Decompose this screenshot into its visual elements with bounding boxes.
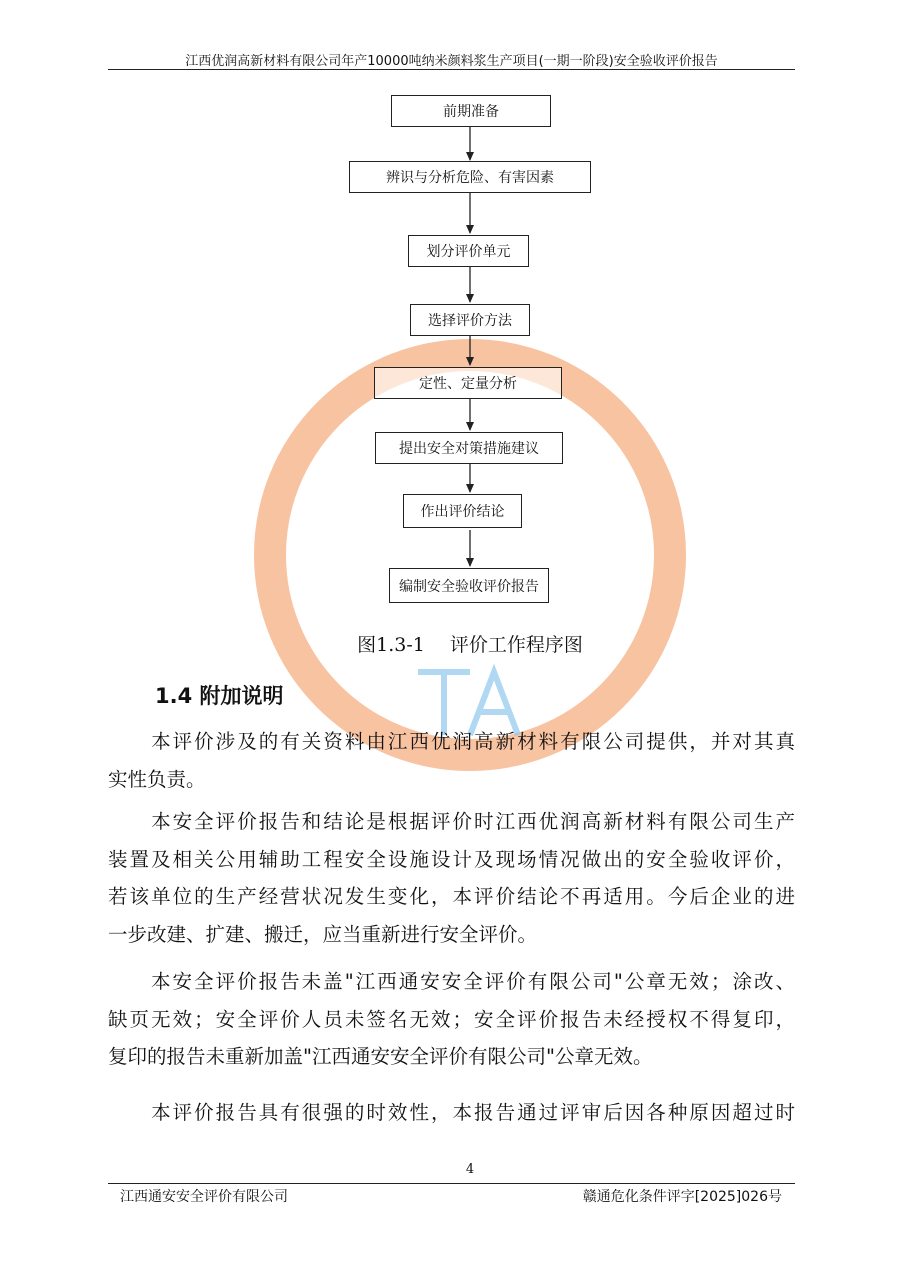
text-line: 本评价报告具有很强的时效性，本报告通过评审后因各种原因超过时: [108, 1101, 795, 1124]
flow-step: 选择评价方法: [410, 304, 530, 336]
text-line: 缺页无效；安全评价人员未签名无效；安全评价报告未经授权不得复印，: [108, 1007, 795, 1031]
flow-step: 定性、定量分析: [374, 367, 562, 399]
flow-step: 辨识与分析危险、有害因素: [349, 161, 591, 193]
arrowhead: [466, 558, 474, 567]
text-line: 一步改建、扩建、搬迁，应当重新进行安全评价。: [108, 922, 538, 946]
flow-step: 提出安全对策措施建议: [375, 432, 563, 464]
footer-company: 江西通安安全评价有限公司: [120, 1189, 288, 1205]
arrowhead: [466, 357, 474, 366]
flow-step: 编制安全验收评价报告: [389, 568, 549, 603]
text-line: 若该单位的生产经营状况发生变化，本评价结论不再适用。今后企业的进: [108, 885, 795, 908]
paragraph: [108, 1094, 795, 1132]
section-heading: 1.4 附加说明: [155, 684, 284, 708]
flow-step: 作出评价结论: [403, 494, 522, 528]
text-line: 本评价涉及的有关资料由江西优润高新材料有限公司提供，并对其真: [108, 730, 795, 753]
text-line: 本安全评价报告未盖"江西通安安全评价有限公司"公章无效；涂改、: [108, 970, 795, 993]
arrowhead: [466, 422, 474, 431]
text-line: 实性负责。: [108, 767, 206, 791]
flow-step: 前期准备: [391, 95, 551, 127]
paragraph: [108, 963, 795, 1076]
arrowhead: [466, 152, 474, 161]
arrowhead: [466, 225, 474, 234]
paragraph: [108, 723, 795, 798]
text-line: 本安全评价报告和结论是根据评价时江西优润高新材料有限公司生产: [108, 810, 795, 833]
footer-divider: [108, 1183, 795, 1184]
text-line: 装置及相关公用辅助工程安全设施设计及现场情况做出的安全验收评价，: [108, 847, 795, 871]
flow-step: 划分评价单元: [408, 235, 529, 267]
arrowhead: [466, 484, 474, 493]
text-line: 复印的报告未重新加盖"江西通安安全评价有限公司"公章无效。: [108, 1045, 653, 1068]
footer-report-number: 赣通危化条件评字[2025]026号: [582, 1189, 782, 1205]
paragraph: [108, 803, 795, 953]
figure-caption: 图1.3-1 评价工作程序图: [357, 634, 583, 656]
arrowhead: [466, 294, 474, 303]
page-header: 江西优润高新材料有限公司年产10000吨纳米颜料浆生产项目(一期一阶段)安全验收评价报告: [185, 54, 718, 69]
page-number: 4: [465, 1162, 475, 1177]
